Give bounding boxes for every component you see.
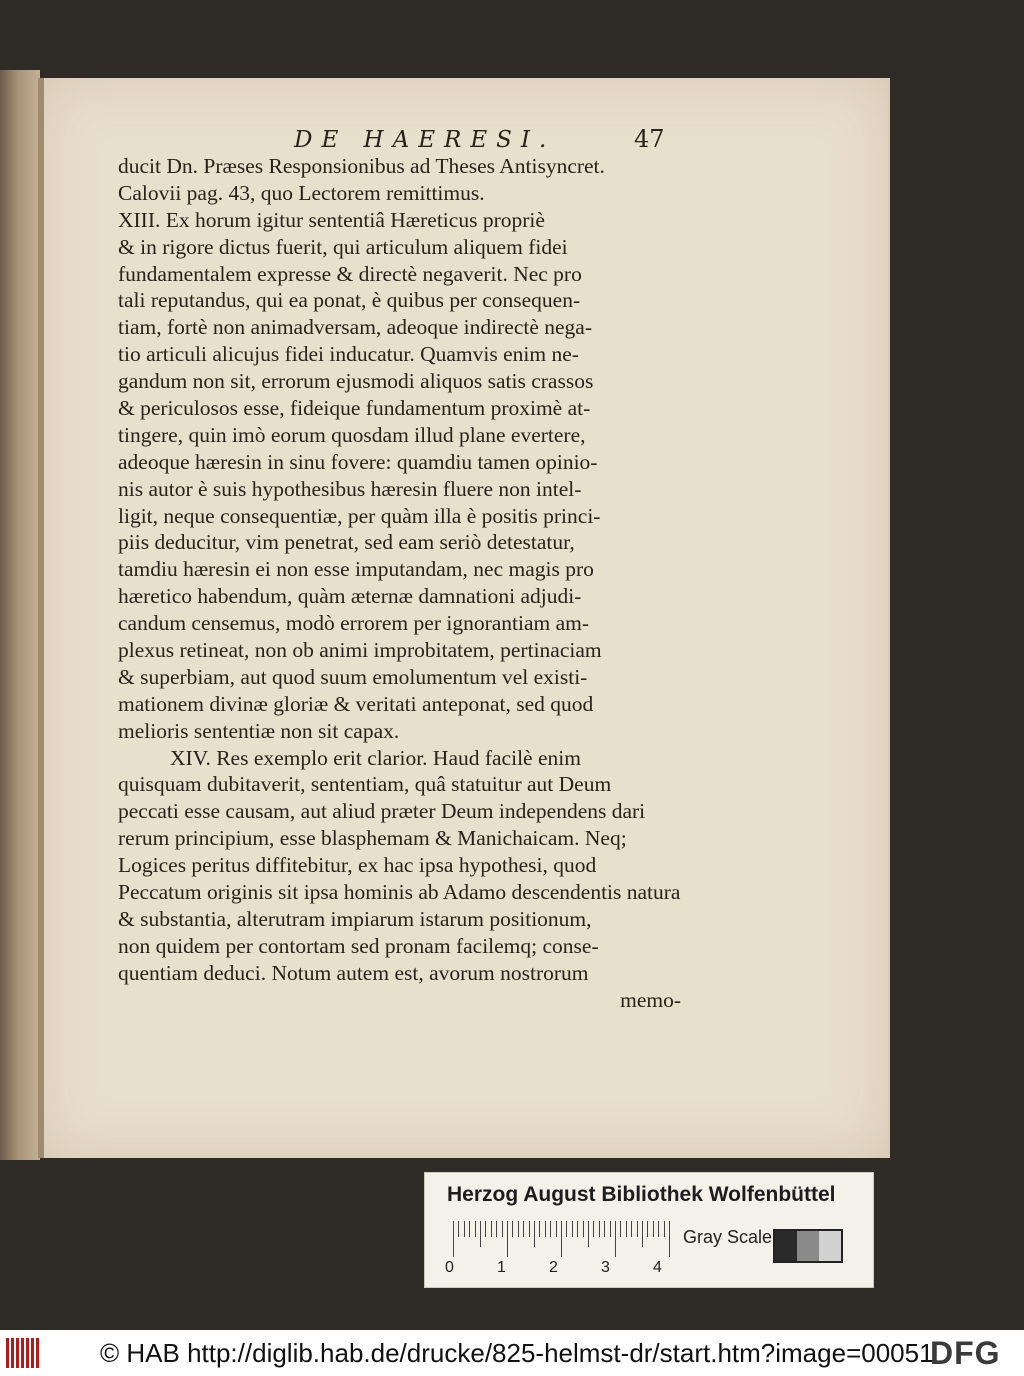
ruler-tick <box>610 1221 611 1237</box>
text-line: hæretico habendum, quàm æternæ damnationi adjudi- <box>118 584 582 609</box>
text-line: fundamentalem expresse & directè negaverit. Nec pro <box>118 261 582 286</box>
text-line: tiam, fortè non animadversam, adeoque indirectè nega- <box>118 315 592 340</box>
ruler-tick <box>502 1221 503 1237</box>
text-line: & superbiam, aut quod suum emolumentum vel existi- <box>118 664 588 689</box>
text-line: & in rigore dictus fuerit, qui articulum aliquem fidei <box>118 234 568 259</box>
text-line: nis autor è suis hypothesibus hæresin fluere non intel- <box>118 476 582 501</box>
ruler-tick <box>480 1221 481 1247</box>
ruler-tick <box>550 1221 551 1237</box>
ruler-tick <box>642 1221 643 1247</box>
library-label <box>424 1172 874 1288</box>
text-line: ducit Dn. Præses Responsionibus ad Theses Antisyncret. <box>118 154 605 178</box>
text-line: quisquam dubitaverit, sententiam, quâ statuitur aut Deum <box>118 772 612 797</box>
dfg-logo: DFG <box>930 1335 1001 1371</box>
gray-scale-swatches <box>773 1229 843 1263</box>
ruler-tick <box>593 1221 594 1237</box>
running-head-title: DE HAERESI. <box>294 127 556 153</box>
ruler-tick <box>458 1221 459 1237</box>
catchword: memo- <box>620 987 681 1012</box>
adjacent-page-strip <box>0 70 40 1160</box>
hab-logo-icon <box>6 1338 46 1368</box>
text-line: gandum non sit, errorum ejusmodi aliquos satis crassos <box>118 369 594 394</box>
ruler-number: 4 <box>653 1259 662 1276</box>
ruler-tick <box>453 1221 454 1257</box>
ruler-tick <box>539 1221 540 1237</box>
ruler-tick <box>577 1221 578 1237</box>
text-line: quentiam deduci. Notum autem est, avorum nostrorum <box>118 960 589 985</box>
gray-swatch <box>775 1231 797 1261</box>
hab-logo-bar <box>11 1338 14 1368</box>
text-line: adeoque hæresin in sinu fovere: quamdiu tamen opinio- <box>118 449 598 474</box>
ruler-tick <box>599 1221 600 1237</box>
ruler-tick <box>464 1221 465 1237</box>
ruler-tick <box>583 1221 584 1237</box>
ruler-tick <box>615 1221 616 1257</box>
text-line: non quidem per contortam sed pronam facilemq; conse- <box>118 933 599 958</box>
text-line: XIII. Ex horum igitur sententiâ Hæreticus propriè <box>118 207 545 232</box>
hab-logo-bar <box>31 1338 34 1368</box>
text-line: tio articuli alicujus fidei inducatur. Quamvis enim ne- <box>118 342 579 367</box>
text-line: rerum principium, esse blasphemam & Manichaicam. Neq; <box>118 826 627 851</box>
ruler-tick <box>534 1221 535 1247</box>
ruler-tick <box>631 1221 632 1237</box>
text-line: XIV. Res exemplo erit clarior. Haud facilè enim <box>170 745 581 770</box>
ruler-tick <box>512 1221 513 1237</box>
text-line: peccati esse causam, aut aliud præter Deum independens dari <box>118 799 646 824</box>
ruler-tick <box>653 1221 654 1237</box>
ruler-tick <box>626 1221 627 1237</box>
ruler-tick <box>572 1221 573 1237</box>
ruler-tick <box>485 1221 486 1237</box>
footer-bar <box>0 1330 1024 1376</box>
hab-logo-bar <box>21 1338 24 1368</box>
library-name: Herzog August Bibliothek Wolfenbüttel <box>447 1183 836 1206</box>
text-line: tali reputandus, qui ea ponat, è quibus per consequen- <box>118 288 581 313</box>
ruler-tick <box>604 1221 605 1237</box>
ruler-tick <box>491 1221 492 1237</box>
hab-logo-bar <box>36 1338 39 1368</box>
ruler-tick <box>518 1221 519 1237</box>
text-line: & substantia, alterutram impiarum istarum positionum, <box>118 906 592 931</box>
ruler-tick <box>545 1221 546 1237</box>
gray-scale-label: Gray Scale <box>683 1227 773 1247</box>
ruler-numbers <box>445 1259 685 1281</box>
page-gutter <box>38 78 44 1158</box>
ruler-number: 2 <box>549 1259 558 1276</box>
ruler-tick <box>566 1221 567 1237</box>
ruler-tick <box>529 1221 530 1237</box>
text-line: candum censemus, modò errorem per ignorantiam am- <box>118 611 590 636</box>
ruler-tick <box>620 1221 621 1237</box>
ruler-tick <box>658 1221 659 1237</box>
ruler-tick <box>637 1221 638 1237</box>
hab-logo-bar <box>6 1338 9 1368</box>
ruler-tick <box>664 1221 665 1237</box>
text-line: & periculosos esse, fideique fundamentum proximè at- <box>118 396 591 421</box>
hab-logo-bar <box>26 1338 29 1368</box>
ruler-tick <box>588 1221 589 1247</box>
text-line: plexus retineat, non ob animi improbitatem, pertinaciam <box>118 638 602 663</box>
ruler-tick <box>507 1221 508 1257</box>
page-number: 47 <box>634 125 665 153</box>
ruler-tick <box>475 1221 476 1237</box>
ruler-tick <box>496 1221 497 1237</box>
ruler-tick <box>523 1221 524 1237</box>
ruler-tick <box>469 1221 470 1237</box>
ruler-number: 3 <box>601 1259 610 1276</box>
text-line: melioris sententiæ non sit capax. <box>118 718 400 743</box>
text-line: Calovii pag. 43, quo Lectorem remittimus. <box>118 180 485 205</box>
text-line: piis deducitur, vim penetrat, sed eam seriò detestatur, <box>118 530 575 555</box>
ruler-tick <box>669 1221 670 1257</box>
scale-ruler <box>453 1221 673 1261</box>
ruler-tick <box>561 1221 562 1257</box>
ruler-number: 0 <box>445 1259 454 1276</box>
ruler-tick <box>556 1221 557 1237</box>
gray-swatch <box>797 1231 819 1261</box>
body-text <box>118 153 693 1014</box>
gray-swatch <box>819 1231 841 1261</box>
text-line: Logices peritus diffitebitur, ex hac ipsa hypothesi, quod <box>118 853 597 878</box>
hab-logo-bar <box>16 1338 19 1368</box>
ruler-number: 1 <box>497 1259 506 1276</box>
copyright-url[interactable]: © HAB http://diglib.hab.de/drucke/825-helmst-dr/start.htm?image=00051 <box>100 1338 934 1368</box>
text-line: tingere, quin imò eorum quosdam illud plane evertere, <box>118 422 586 447</box>
ruler-tick <box>647 1221 648 1237</box>
text-line: tamdiu hæresin ei non esse imputandam, nec magis pro <box>118 557 594 582</box>
text-line: mationem divinæ gloriæ & veritati anteponat, sed quod <box>118 691 594 716</box>
text-line: ligit, neque consequentiæ, per quàm illa è positis princi- <box>118 503 601 528</box>
text-line: Peccatum originis sit ipsa hominis ab Adamo descendentis natura <box>118 880 681 905</box>
